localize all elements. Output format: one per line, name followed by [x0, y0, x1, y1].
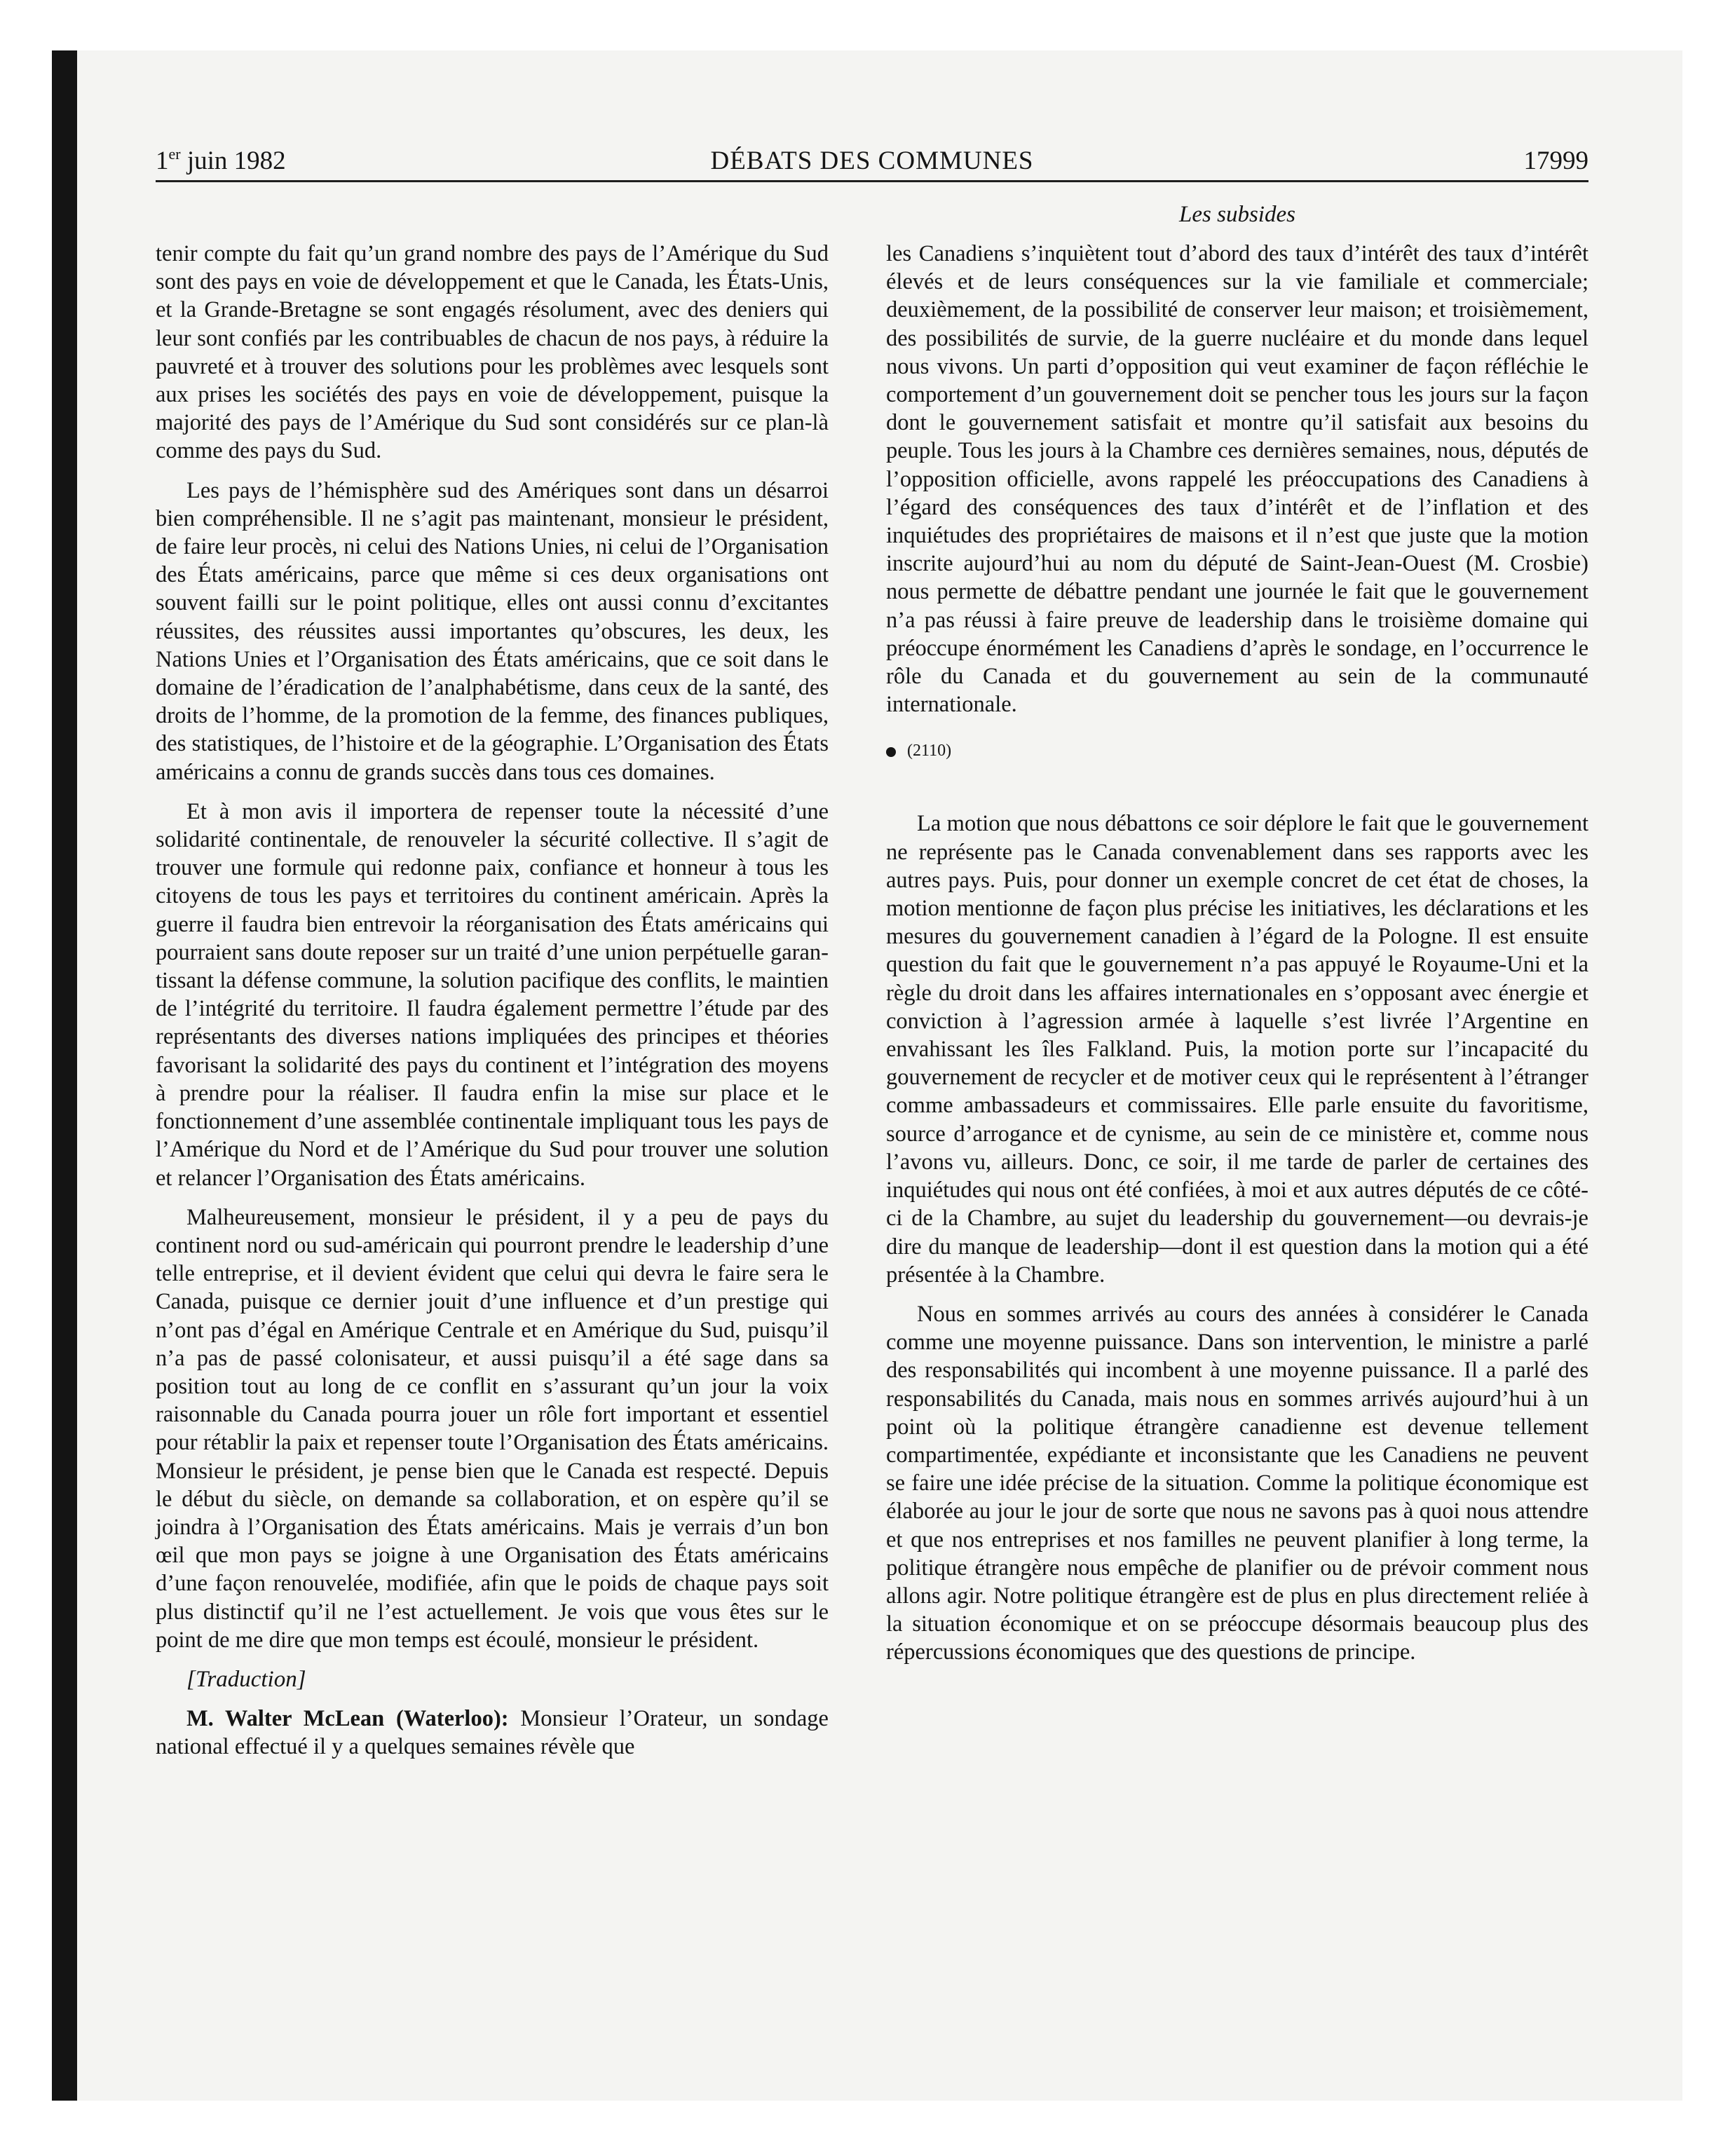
- bullet-dot-icon: [886, 747, 896, 757]
- time-marker-text: (2110): [907, 742, 952, 760]
- scan-edge-shadow: [52, 50, 77, 2101]
- paragraph: Et à mon avis il importera de repenser toute la nécessité d’une solidarité continentale, de renouveler la sécurité collective. Il s’agit de trouver une formule qui redonne paix, confiance et honneur à tous les citoyens de tous les pays et territoires du continent américain. Après la guerre il faudra bien entrevoir la réorganisation des États américains qui pourraient sans doute reposer sur un traité d’une union perpétuelle garantissant la défense commune, la solution pacifique des conflits, le maintien de l’intégrité du territoire. Il faudra également permettre l’étude par des représentants des diverses nations impliquées des principes et théories favorisant la solidarité des pays du continent et l’intégration des moyens à prendre pour la réaliser. Il faudra enfin la mise sur place et le fonctionnement d’une assemblée continentale impliquant tous les pays de l’Amérique du Nord et de l’Amérique du Sud pour trouver une solution et relancer l’Organisation des États américains.: [156, 798, 829, 1191]
- paragraph-continued: les Canadiens s’inquiètent tout d’abord des taux d’intérêt des taux d’intérêt élevés et de leurs conséquences sur la vie familiale et commerciale; deuxièmement, de la possibilité de conserver leur maison; et troisièmement, des possibilités de survie, de la guerre nucléaire et du monde dans lequel nous vivons. Un parti d’opposition qui veut examiner de façon réfléchie le comportement d’un gouvernement doit se pencher tous les jours sur la façon dont le gouvernement satisfait et montre qu’il satisfait aux besoins du peuple. Tous les jours à la Chambre ces dernières semaines, nous, députés de l’opposition officielle, avons rappelé les préoccupations des Canadiens à l’égard des conséquences des taux d’intérêt et de l’inflation et des inquiétudes des propriétaires de maisons et il n’est que juste que la motion inscrite aujourd’hui au nom du député de Saint-Jean-Ouest (M. Crosbie) nous permette de débattre pendant une journée le fait que le gouvernement n’a pas réussi à faire preuve de leadership dans le troisième domaine qui préoccupe énormément les Canadiens d’après le sondage, en l’occurrence le rôle du Canada et du gouvernement au sein de la communauté internationale.: [886, 241, 1588, 718]
- time-marker: [886, 737, 1588, 765]
- header-rule: [156, 180, 1588, 182]
- left-column: [156, 240, 829, 1773]
- speaker-name: M. Walter McLean (Waterloo):: [186, 1706, 509, 1732]
- header-date: 1er juin 1982: [156, 145, 286, 175]
- section-title: Les subsides: [1179, 202, 1295, 227]
- right-column: [886, 240, 1588, 1678]
- paragraph: Les pays de l’hémisphère sud des Amériques sont dans un désarroi bien compréhensible. Il ne s’agit pas maintenant, monsieur le président, de faire leur procès, ni celui des Nations Unies, ni celui de l’Organisation des États américains, parce que même si ces deux organisations ont souvent failli sur le point politique, elles ont aussi connu d’excitantes réussites, des réussites aussi importantes qu’obscures, les deux, les Nations Unies et l’Organisation des États américains, que ce soit dans le domaine de l’éradication de l’analphabétisme, dans ceux de la santé, des droits de l’homme, de la promotion de la femme, des finances publiques, des statistiques, de l’histoire et de la géographie. L’Organisation des États américains a connu de grands succès dans tous ces domaines.: [156, 477, 829, 785]
- translation-label: [Traduction]: [186, 1666, 306, 1692]
- running-header: [156, 144, 1588, 178]
- speaker-paragraph: [156, 1705, 829, 1761]
- paragraph: Nous en sommes arrivés au cours des années à considérer le Canada comme une moyenne puissance. Dans son intervention, le ministre a parlé des responsabilités qui incombent à une moyenne puissance. Il a parlé des responsabilités du Canada, mais nous en sommes arrivés aujourd’hui à un point où la politique étrangère canadienne est devenue tellement compartimentée, expédiante et inconsistante que les Canadiens ne peuvent se faire une idée précise de la situation. Comme la politique économique est élaborée au jour le jour de sorte que nous ne savons pas à quoi nous attendre et que nos entreprises et nos familles ne peuvent planifier à long terme, la politique étrangère nous empêche de planifier ou de prévoir comment nous allons agir. Notre politique étrangère est de plus en plus directement reliée à la situation économique et on se préoccupe désormais beaucoup plus des répercussions économiques que des questions de principe.: [886, 1301, 1588, 1665]
- header-title: DÉBATS DES COMMUNES: [710, 146, 1034, 175]
- paragraph: La motion que nous débattons ce soir déplore le fait que le gouvernement ne représente pas le Canada convenablement dans ses rapports avec les autres pays. Puis, pour donner un exemple concret de cet état de choses, la motion mentionne de façon plus précise les initiatives, les déclarations et les mesures du gouvernement canadien à l’égard de la Pologne. Il est ensuite question du fait que le gouvernement n’a pas appuyé le Royaume-Uni et la règle du droit dans les affaires internationales en s’opposant avec énergie et conviction à l’agression armée à laquelle s’est livrée l’Argentine en envahissant les îles Falkland. Puis, la motion porte sur l’incapacité du gouvernement de recycler et de motiver ceux qui le représentent à l’étranger comme ambassadeurs et commissaires. Elle parle ensuite du favoritisme, source d’arrogance et de cynisme, au sein de ce ministère et, comme nous l’avons vu, ailleurs. Donc, ce soir, il me tarde de parler de certaines des inquiétudes qui nous ont été confiées, à moi et aux autres députés de ce côté-ci de la Chambre, au sujet du leadership du gouvernement—ou devrais-je dire du manque de leadership—dont il est question dans la motion qui a été présentée à la Chambre.: [886, 811, 1588, 1288]
- paragraph: Malheureusement, monsieur le président, il y a peu de pays du continent nord ou sud-américain qui pourront prendre le leadership d’une telle entreprise, et il devient évident que celui qui devra le faire sera le Canada, puisque ce dernier jouit d’une influence et d’un prestige qui n’ont pas d’égal en Amérique Centrale et en Amérique du Sud, puisqu’il n’a pas de passé colonisateur, et aussi puisqu’il a été sage dans sa position tout au long de ce conflit en s’assurant qu’un jour la voix raisonnable du Canada pourra jouer un rôle fort important et essentiel pour rétablir la paix et repenser toute l’Organisation des États américains. Monsieur le président, je pense bien que le Canada est respecté. Depuis le début du siècle, on demande sa collaboration, et on espère qu’il se joindra à l’Organisation des États américains. Mais je verrais d’un bon œil que mon pays se joigne à une Organisation des États américains d’une façon renouvelée, modifiée, afin que le poids de chaque pays soit plus distinctif qu’il ne l’est actuellement. Je vois que vous êtes sur le point de me dire que mon temps est écoulé, monsieur le président.: [156, 1204, 829, 1653]
- header-page-number: 17999: [1523, 146, 1588, 175]
- paragraph: tenir compte du fait qu’un grand nombre des pays de l’Amérique du Sud sont des pays en voie de développement et que le Canada, les États-Unis, et la Grande-Bretagne se sont engagés résolument, avec des deniers qui leur sont confiés par les contribuables de chacun de nos pays, à réduire la pauvreté et à trouver des solutions pour les problèmes avec lesquels sont aux prises les sociétés des pays en voie de développement, puisque la majorité des pays de l’Amérique du Sud sont considérés sur ce plan-là comme des pays du Sud.: [156, 241, 829, 464]
- speaker-text: Monsieur l’Orateur, un sondage national effectué il y a quelques semaines révèle que: [156, 1706, 829, 1760]
